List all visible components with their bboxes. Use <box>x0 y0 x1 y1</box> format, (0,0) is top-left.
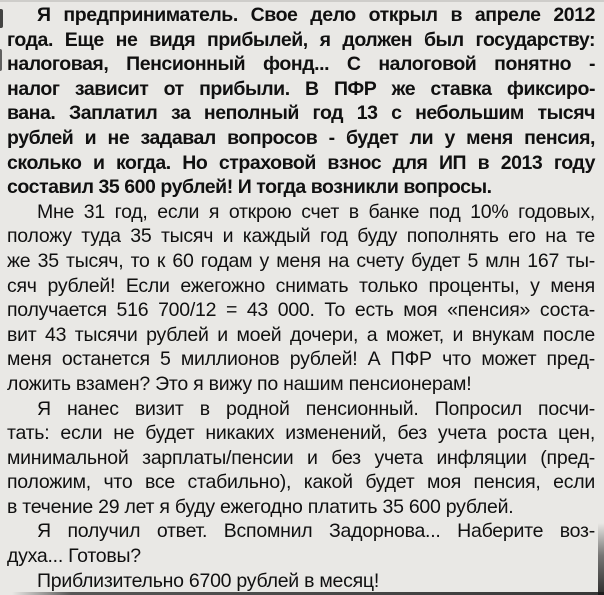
paragraph <box>7 569 595 594</box>
scan-edge-left-top <box>0 9 3 28</box>
text-line: Я нанес визит в родной пенсионный. Попросил посчи- <box>37 397 595 420</box>
text-line: меня останется 5 миллионов рублей! А ПФР что может пред- <box>7 348 595 371</box>
scan-edge-top <box>0 0 604 2</box>
text-line: минимальной зарплаты/пенсии и без учета инфляции (пред- <box>7 446 595 469</box>
text-line: Приблизительно 6700 рублей в месяц! <box>37 569 380 592</box>
text-line: Я получил ответ. Вспомнил Задорнова... Наберите воз- <box>37 520 595 543</box>
scan-edge-right-bottom <box>598 523 604 595</box>
text-line: налог зависит от прибыли. В ПФР же ставка фиксиро- <box>7 77 595 100</box>
article-text <box>7 3 595 593</box>
text-line: вит 43 тысячи рублей и моей дочери, а может, и внукам после <box>7 323 595 346</box>
text-line: составил 35 600 рублей! И тогда возникли вопросы. <box>7 176 492 199</box>
text-line: Мне 31 год, если я открою счет в банке под 10% годовых, <box>37 200 595 223</box>
text-line: налоговая, Пенсионный фонд... С налоговой понятно - <box>7 53 595 76</box>
text-line: положим, что все стабильно), какой будет моя пенсия, если <box>7 471 595 494</box>
text-line: духа... Готовы? <box>7 545 141 568</box>
text-line: рублей и не задавал вопросов - будет ли у меня пенсия, <box>7 126 595 149</box>
text-line: Я предприниматель. Свое дело открыл в апреле 2012 <box>37 4 595 26</box>
text-line: же 35 тысяч, то к 60 годам у меня на счету будет 5 млн 167 ты- <box>7 249 595 272</box>
text-line: года. Еще не видя прибылей, я должен был государству: <box>7 28 595 51</box>
paragraph-bold <box>7 3 595 200</box>
text-line: ложить взамен? Это я вижу по нашим пенсионерам! <box>7 372 472 395</box>
paragraph <box>7 200 595 397</box>
text-line: сяч рублей! Если ежегожно снимать только проценты, у меня <box>7 274 595 297</box>
paragraph <box>7 519 595 568</box>
paragraph <box>7 397 595 520</box>
scan-edge-left-mid <box>0 49 2 71</box>
text-line: положу туда 35 тысяч и каждый год буду пополнять его на те <box>7 225 595 248</box>
text-line: сколько и когда. Но страховой взнос для ИП в 2013 году <box>7 151 595 174</box>
text-line: в течение 29 лет я буду ежегодно платить 35 600 рублей. <box>7 495 514 518</box>
text-line: тать: если не будет никаких изменений, без учета роста цен, <box>7 422 595 445</box>
text-line: получается 516 700/12 = 43 000. То есть моя «пенсия» соста- <box>7 299 595 322</box>
text-line: вана. Заплатил за неполный год 13 с небольшим тысяч <box>7 102 595 125</box>
